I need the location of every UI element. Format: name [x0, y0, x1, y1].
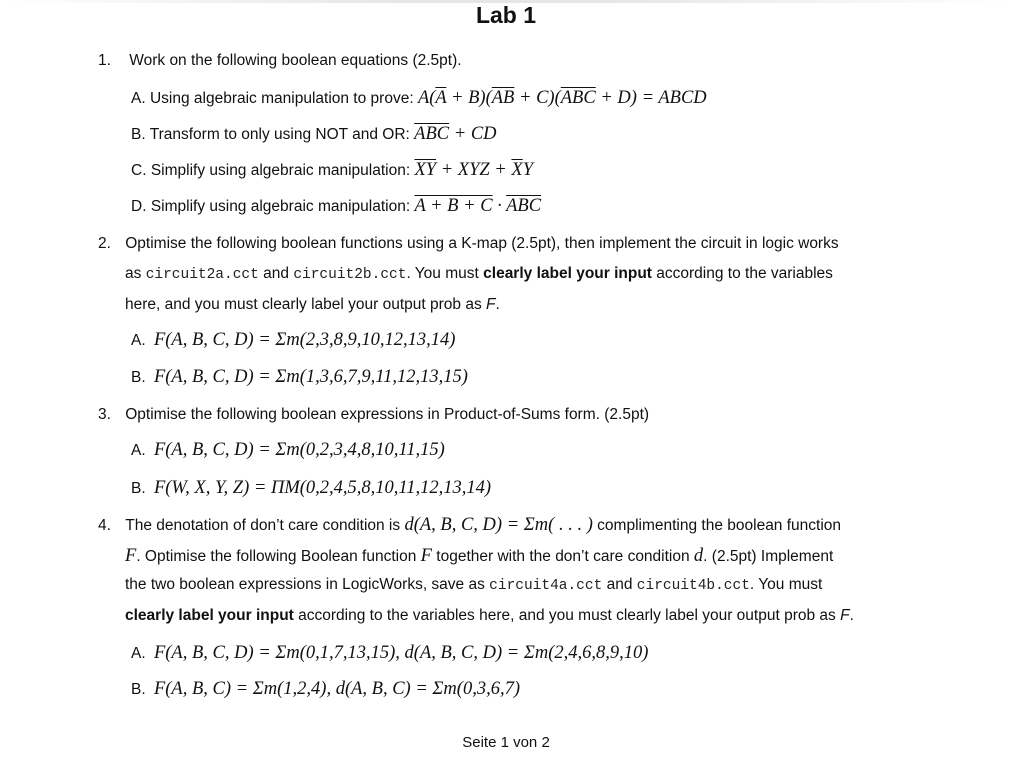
- q3b-line: [131, 478, 491, 499]
- q2b-formula: F(A, B, C, D) = Σm(1,3,6,7,9,11,12,13,15): [153, 367, 468, 387]
- q3-number: 3.: [98, 406, 111, 423]
- q4b-formula: F(A, B, C) = Σm(1,2,4), d(A, B, C) = Σm(0,3,6,7): [153, 679, 520, 699]
- q1b-formula: $\overline{ABC}$ + CD: [414, 124, 497, 144]
- q2b-label: B.: [131, 369, 146, 386]
- q3-line: [98, 406, 649, 424]
- q2-as: as: [125, 265, 142, 282]
- q2-bold-text: clearly label your input: [483, 265, 652, 282]
- q1a-formula: $A(\overline{A} + B)(\overline{AB} + C)(\overline{ABC} + D)$ = ABCD: [417, 88, 707, 108]
- q4-output-var: F: [840, 607, 850, 624]
- q2-file2: circuit2b.cct: [293, 267, 407, 283]
- q3a-line: [131, 440, 445, 461]
- q4-end: .: [849, 607, 854, 624]
- page-footer: Seite 1 von 2: [462, 734, 550, 751]
- q3a-formula: F(A, B, C, D) = Σm(0,2,3,4,8,10,11,15): [153, 440, 445, 460]
- q4-text-line1: The denotation of don’t care condition is: [125, 517, 401, 534]
- q1d-line: [131, 196, 541, 217]
- q4-text-line2: . Optimise the following Boolean function: [136, 548, 417, 565]
- q4-tail-line3: . You must: [749, 576, 823, 593]
- q2-file1: circuit2a.cct: [145, 267, 259, 283]
- q4-tail-line1: complimenting the boolean function: [597, 517, 842, 534]
- q1-text: Work on the following boolean equations (2.5pt).: [129, 52, 462, 69]
- q4-number: 4.: [98, 517, 111, 534]
- q1a-line: [131, 88, 707, 109]
- q4-file2: circuit4b.cct: [636, 578, 750, 594]
- q4a-label: A.: [131, 645, 146, 662]
- q4-line1: [98, 515, 841, 536]
- q2-line2: [125, 265, 833, 283]
- q2-number: 2.: [98, 235, 111, 252]
- q4-text-line2b: together with the don’t care condition: [436, 548, 690, 565]
- q3b-formula: F(W, X, Y, Z) = ΠM(0,2,4,5,8,10,11,12,13,14): [153, 478, 492, 498]
- q4-var-f2: F: [420, 546, 432, 566]
- q1-line: [98, 52, 462, 70]
- q2-output-var: F: [486, 296, 496, 313]
- q2-tail: according to the variables: [656, 265, 833, 282]
- q4b-line: [131, 679, 520, 700]
- q1d-text: Simplify using algebraic manipulation:: [150, 198, 411, 215]
- q4a-line: [131, 643, 648, 664]
- q4-and: and: [606, 576, 633, 593]
- q4-text-line4: according to the variables here, and you must clearly label your output prob as: [298, 607, 836, 624]
- q1b-line: [131, 124, 497, 145]
- q4-file1: circuit4a.cct: [489, 578, 603, 594]
- q1d-label: D.: [131, 198, 147, 215]
- q2-line1: [98, 235, 839, 253]
- q4-var-d: d: [693, 546, 704, 566]
- q2a-line: [131, 330, 455, 351]
- q2a-formula: F(A, B, C, D) = Σm(2,3,8,9,10,12,13,14): [153, 330, 456, 350]
- q3-text: Optimise the following boolean expressions in Product-of-Sums form. (2.5pt): [125, 406, 650, 423]
- q4a-formula: F(A, B, C, D) = Σm(0,1,7,13,15), d(A, B, C, D) = Σm(2,4,6,8,9,10): [153, 643, 649, 663]
- q4-var-f: F: [125, 546, 137, 566]
- q1b-label: B.: [131, 126, 146, 143]
- q2-mid: . You must: [406, 265, 479, 282]
- q2-line3: [125, 296, 500, 314]
- q2-text-line1: Optimise the following boolean functions using a K-map (2.5pt), then implement the circuit in logic works: [125, 235, 839, 252]
- q1c-line: [131, 160, 533, 181]
- q3a-label: A.: [131, 442, 146, 459]
- q1c-formula: $\overline{XY}$ + XYZ + $\overline{X}Y$: [414, 160, 534, 180]
- q1a-text: Using algebraic manipulation to prove:: [149, 90, 414, 107]
- q4b-label: B.: [131, 681, 146, 698]
- q4-text-line3: the two boolean expressions in LogicWorks, save as: [125, 576, 485, 593]
- q1-number: 1.: [98, 52, 111, 69]
- q1b-text: Transform to only using NOT and OR:: [149, 126, 410, 143]
- q2-end: .: [495, 296, 500, 313]
- q4-bold-text: clearly label your input: [125, 607, 294, 624]
- q1c-label: C.: [131, 162, 147, 179]
- q2b-line: [131, 367, 468, 388]
- q1d-formula: $A + B + C \cdot \overline{ABC}$: [414, 196, 542, 216]
- q4-dontcare-formula: d(A, B, C, D) = Σm( . . . ): [404, 515, 593, 535]
- q4-line2: [125, 546, 833, 567]
- q3b-label: B.: [131, 480, 146, 497]
- page-title: Lab 1: [475, 2, 537, 28]
- q2-and: and: [263, 265, 289, 282]
- q4-line4: [125, 607, 854, 625]
- q1c-text: Simplify using algebraic manipulation:: [150, 162, 411, 179]
- q1a-label: A.: [131, 90, 146, 107]
- q4-tail-line2: . (2.5pt) Implement: [703, 548, 834, 565]
- q2a-label: A.: [131, 332, 146, 349]
- q2-text-line3: here, and you must clearly label your output prob as: [125, 296, 482, 313]
- q4-line3: [125, 576, 822, 594]
